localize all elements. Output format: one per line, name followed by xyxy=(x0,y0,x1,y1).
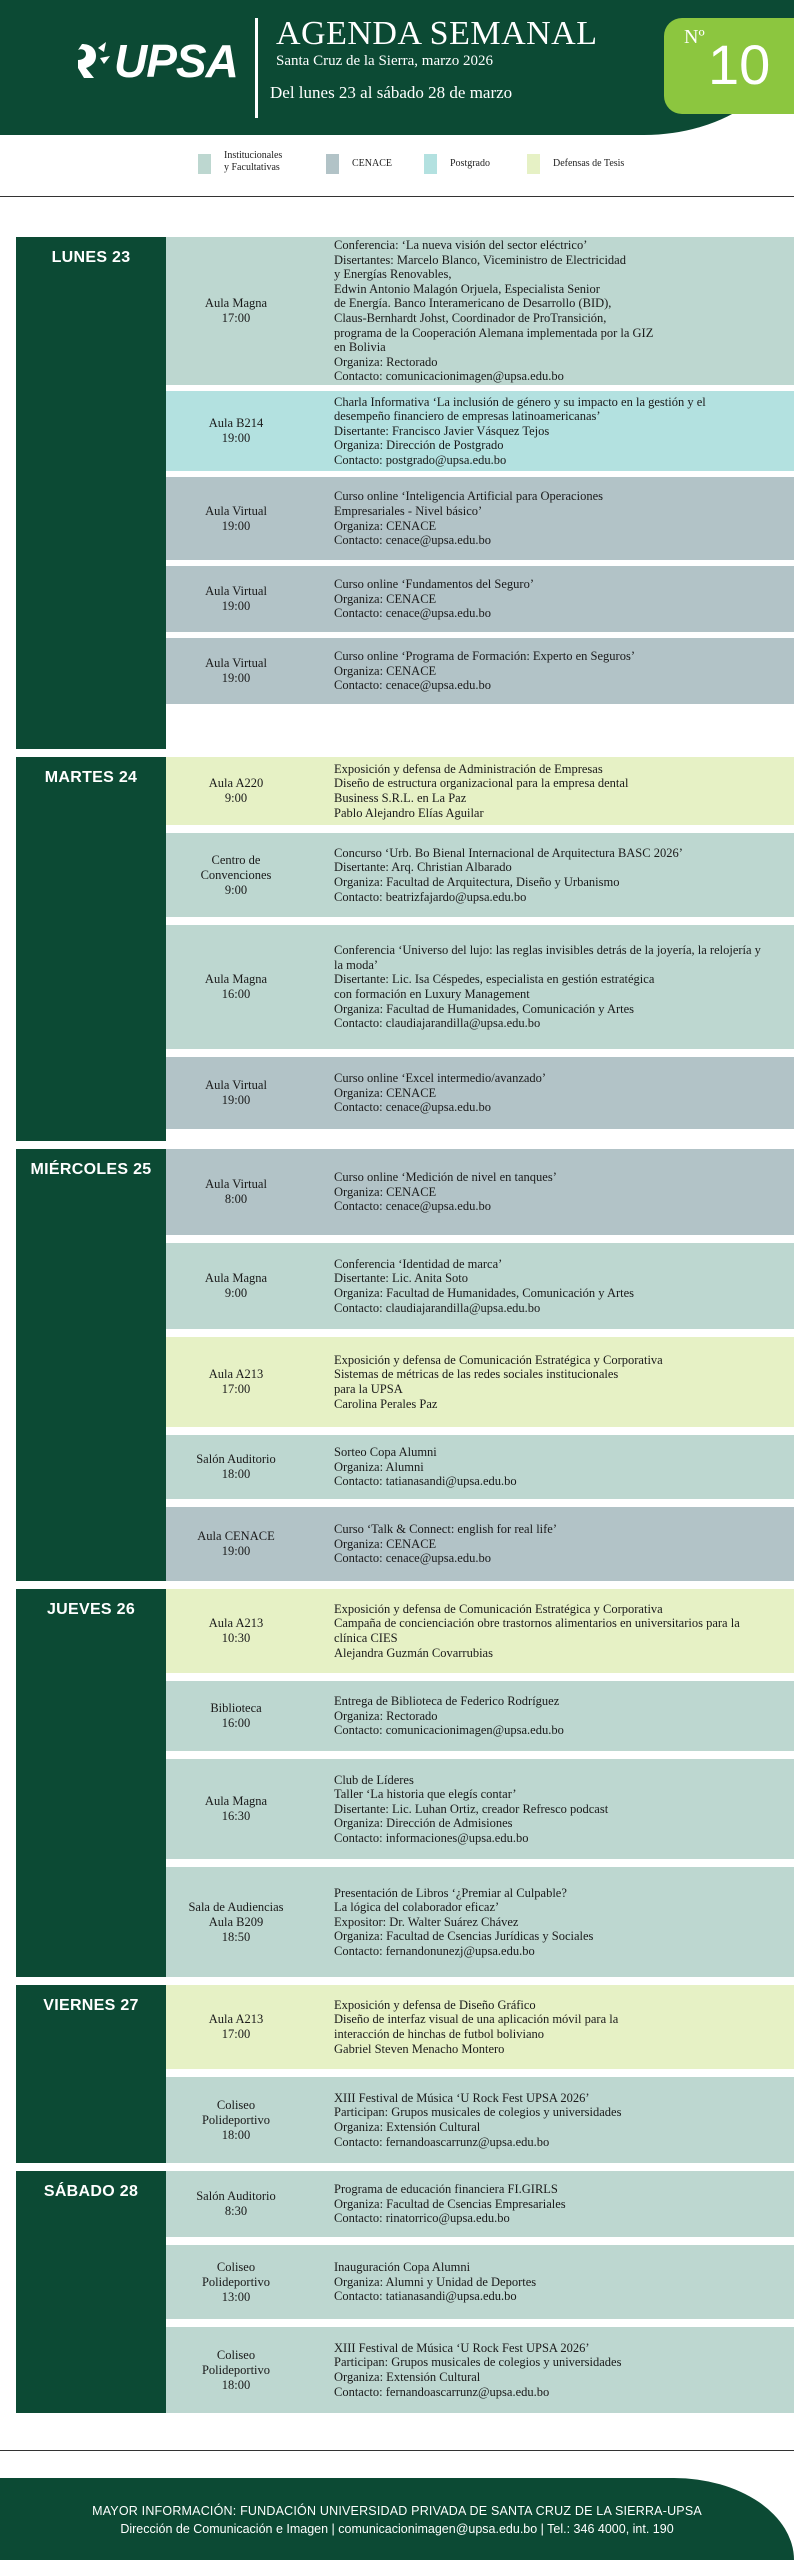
legend-swatch xyxy=(527,154,540,174)
event-line: Disertantes: Marcelo Blanco, Viceministro de Electricidad xyxy=(334,252,626,267)
day-column xyxy=(16,1149,166,1581)
event-location: Aula A213 xyxy=(208,1616,264,1630)
event-line: Diseño de estructura organizacional para la empresa dental xyxy=(334,776,629,791)
event-location-time xyxy=(166,566,306,632)
event-location-time xyxy=(166,2245,306,2319)
event-row xyxy=(166,391,794,471)
day-column xyxy=(16,1589,166,1977)
event-line: clínica CIES xyxy=(334,1631,398,1645)
event-line: Organiza: Dirección de Postgrado xyxy=(334,438,504,453)
event-location-time xyxy=(166,1337,306,1427)
legend-swatch xyxy=(424,154,437,174)
event-line: Organiza: Extensión Cultural xyxy=(334,2370,481,2384)
event-time: 16:00 xyxy=(221,1716,251,1730)
page-title: AGENDA SEMANAL xyxy=(276,15,598,52)
event-location-time xyxy=(166,925,306,1049)
event-description xyxy=(334,1867,794,1977)
event-line: Curso online ‘Medición de nivel en tanques’ xyxy=(334,1170,557,1185)
event-line: Exposición y defensa de Comunicación Estratégica y Corporativa xyxy=(334,1601,663,1616)
event-line: Contacto: claudiajarandilla@upsa.edu.bo xyxy=(334,1016,541,1031)
event-line: Club de Líderes xyxy=(334,1772,414,1787)
event-line: Contacto: fernandonunezj@upsa.edu.bo xyxy=(334,1943,535,1958)
event-line: interacción de hinchas de futbol boliviano xyxy=(334,2027,545,2041)
event-row xyxy=(166,1435,794,1499)
event-time: 8:30 xyxy=(224,2204,248,2218)
event-description xyxy=(334,1507,794,1581)
event-line: Organiza: Facultad de Csencias Empresariales xyxy=(334,2196,566,2211)
logo-text: UPSA xyxy=(114,35,238,87)
event-line: Edwin Antonio Malagón Orjuela, Especialista Senior xyxy=(334,281,600,296)
event-description xyxy=(334,391,794,471)
event-description xyxy=(334,237,794,385)
legend-label: y Facultativas xyxy=(224,162,280,173)
event-line: Business S.R.L. en La Paz xyxy=(334,791,467,805)
event-description xyxy=(334,1985,794,2069)
event-line: Empresariales - Nivel básico’ xyxy=(334,503,483,518)
event-row xyxy=(166,1985,794,2069)
day-column xyxy=(16,757,166,1141)
event-location-time xyxy=(166,1149,306,1235)
day-name: MARTES 24 xyxy=(44,769,138,786)
event-line: Gabriel Steven Menacho Montero xyxy=(334,2041,505,2056)
event-line: Contacto: cenace@upsa.edu.bo xyxy=(334,533,491,548)
event-location-time xyxy=(166,1759,306,1859)
event-line: Disertante: Francisco Javier Vásquez Tejos xyxy=(334,423,550,438)
event-line: Organiza: Extensión Cultural xyxy=(334,2120,481,2134)
event-line: en Bolivia xyxy=(334,340,386,355)
event-location: Polideportivo xyxy=(201,2112,271,2127)
footer-divider xyxy=(0,2450,794,2451)
event-location-time xyxy=(166,2077,306,2163)
footer-info: MAYOR INFORMACIÓN: FUNDACIÓN UNIVERSIDAD PRIVADA DE SANTA CRUZ DE LA SIERRA-UPSA xyxy=(92,2504,702,2518)
event-line: Organiza: Facultad de Humanidades, Comunicación y Artes xyxy=(334,1001,635,1016)
event-line: Organiza: CENACE xyxy=(334,518,437,533)
event-description xyxy=(334,1681,794,1751)
event-location-time xyxy=(166,1867,306,1977)
event-line: Participan: Grupos musicales de colegios y universidades xyxy=(334,2355,622,2370)
event-description xyxy=(334,477,794,560)
event-location-time xyxy=(166,638,306,704)
event-time: 19:00 xyxy=(221,599,251,613)
event-row xyxy=(166,1507,794,1581)
event-line: Contacto: fernandoascarrunz@upsa.edu.bo xyxy=(334,2384,550,2399)
event-location: Convenciones xyxy=(200,867,272,882)
event-time: 10:30 xyxy=(221,1631,251,1645)
legend xyxy=(0,146,794,182)
event-time: 19:00 xyxy=(221,1544,251,1558)
event-line: Organiza: Dirección de Admisiones xyxy=(334,1816,513,1831)
event-description xyxy=(334,757,794,825)
event-location-time xyxy=(166,2171,306,2237)
event-line: la moda’ xyxy=(334,957,379,972)
event-line: Alejandra Guzmán Covarrubias xyxy=(334,1645,493,1660)
event-line: Participan: Grupos musicales de colegios y universidades xyxy=(334,2105,622,2120)
event-line: Sistemas de métricas de las redes sociales institucionales xyxy=(334,1367,619,1382)
day-section xyxy=(16,2171,794,2413)
event-line: Organiza: Alumni y Unidad de Deportes xyxy=(334,2274,537,2289)
event-description xyxy=(334,2171,794,2237)
event-location: Aula B209 xyxy=(208,1914,264,1929)
event-location-time xyxy=(166,1589,306,1673)
event-row xyxy=(166,477,794,560)
event-line: Programa de educación financiera FI.GIRLS xyxy=(334,2182,558,2197)
event-row xyxy=(166,1759,794,1859)
day-section xyxy=(16,237,794,749)
issue-number: 10 xyxy=(708,33,771,96)
event-time: 17:00 xyxy=(221,1382,251,1396)
event-location: Centro de xyxy=(211,852,261,867)
event-line: Conferencia ‘Identidad de marca’ xyxy=(334,1256,503,1271)
event-line: Organiza: Facultad de Csencias Jurídicas y Sociales xyxy=(334,1929,594,1944)
day-column xyxy=(16,2171,166,2413)
event-location: Aula B214 xyxy=(208,416,264,430)
event-line: Disertante: Lic. Luhan Ortiz, creador Refresco podcast xyxy=(334,1801,609,1816)
event-line: Charla Informativa ‘La inclusión de género y su impacto en la gestión y el xyxy=(334,394,706,409)
event-line: Claus-Bernhardt Johst, Coordinador de ProTransición, xyxy=(334,311,607,325)
day-section xyxy=(16,1985,794,2163)
event-time: 9:00 xyxy=(224,791,248,805)
event-time: 18:00 xyxy=(221,2127,251,2142)
event-description xyxy=(334,925,794,1049)
event-location: Aula Magna xyxy=(204,1794,268,1808)
event-row xyxy=(166,2077,794,2163)
legend-label: Postgrado xyxy=(450,158,490,169)
event-location: Salón Auditorio xyxy=(196,1452,276,1466)
event-line: Curso online ‘Fundamentos del Seguro’ xyxy=(334,577,534,592)
location-date: Santa Cruz de la Sierra, marzo 2026 xyxy=(276,53,494,69)
event-row xyxy=(166,237,794,385)
event-location: Coliseo xyxy=(216,2347,256,2362)
legend-swatch xyxy=(326,154,339,174)
event-line: de Energía. Banco Interamericano de Desarrollo (BID), xyxy=(334,296,612,311)
event-location: Polideportivo xyxy=(201,2362,271,2377)
event-location-time xyxy=(166,237,306,385)
day-section xyxy=(16,1589,794,1977)
event-location: Aula A213 xyxy=(208,1367,264,1381)
upsa-logo xyxy=(72,34,242,88)
event-location-time xyxy=(166,1507,306,1581)
event-line: Disertante: Lic. Anita Soto xyxy=(334,1271,469,1286)
event-line: XIII Festival de Música ‘U Rock Fest UPSA 2026’ xyxy=(334,2340,590,2355)
event-description xyxy=(334,1243,794,1329)
event-line: Organiza: Rectorado xyxy=(334,354,438,369)
event-line: Exposición y defensa de Comunicación Estratégica y Corporativa xyxy=(334,1352,663,1367)
footer xyxy=(0,2478,794,2560)
event-location: Polideportivo xyxy=(201,2274,271,2289)
event-row xyxy=(166,2327,794,2413)
event-line: Campaña de concienciación obre trastornos alimentarios en universitarios para la xyxy=(334,1616,740,1631)
event-location: Aula Magna xyxy=(204,1271,268,1285)
event-time: 19:00 xyxy=(221,431,251,445)
header-divider xyxy=(255,18,258,118)
event-line: Contacto: postgrado@upsa.edu.bo xyxy=(334,452,507,467)
event-location: Aula A213 xyxy=(208,2012,264,2026)
event-location-time xyxy=(166,833,306,917)
event-description xyxy=(334,638,794,704)
event-line: Organiza: Alumni xyxy=(334,1459,424,1474)
event-location-time xyxy=(166,757,306,825)
event-location: Sala de Audiencias xyxy=(188,1899,284,1914)
event-time: 16:00 xyxy=(221,987,251,1001)
event-line: La lógica del colaborador eficaz’ xyxy=(334,1900,500,1915)
event-time: 19:00 xyxy=(221,1093,251,1107)
event-location: Aula Magna xyxy=(204,296,268,310)
event-line: Expositor: Dr. Walter Suárez Chávez xyxy=(334,1914,519,1929)
event-location: Biblioteca xyxy=(210,1701,262,1715)
event-location: Aula Virtual xyxy=(205,584,267,598)
event-line: XIII Festival de Música ‘U Rock Fest UPSA 2026’ xyxy=(334,2090,590,2105)
day-name: JUEVES 26 xyxy=(46,1601,136,1618)
event-line: Organiza: CENACE xyxy=(334,663,437,678)
event-line: Curso online ‘Excel intermedio/avanzado’ xyxy=(334,1071,547,1086)
event-time: 13:00 xyxy=(221,2289,251,2304)
event-time: 18:00 xyxy=(221,2377,251,2392)
event-line: Contacto: tatianasandi@upsa.edu.bo xyxy=(334,2289,517,2304)
day-name: SÁBADO 28 xyxy=(43,2183,139,2200)
event-line: Diseño de interfaz visual de una aplicación móvil para la xyxy=(334,2012,619,2027)
event-line: Contacto: rinatorrico@upsa.edu.bo xyxy=(334,2211,510,2226)
event-row xyxy=(166,1337,794,1427)
event-row xyxy=(166,1867,794,1977)
event-row xyxy=(166,1149,794,1235)
issue-number-label: Nº xyxy=(684,26,705,48)
event-line: Contacto: informaciones@upsa.edu.bo xyxy=(334,1830,529,1845)
event-location: Aula CENACE xyxy=(197,1529,275,1543)
event-description xyxy=(334,2077,794,2163)
footer-contact: Dirección de Comunicación e Imagen | comunicacionimagen@upsa.edu.bo | Tel.: 346 4000, int. 190 xyxy=(120,2522,674,2536)
event-line: Curso ‘Talk & Connect: english for real life’ xyxy=(334,1522,558,1537)
event-row xyxy=(166,638,794,704)
day-section xyxy=(16,1149,794,1581)
event-line: Contacto: cenace@upsa.edu.bo xyxy=(334,678,491,693)
event-location: Aula Virtual xyxy=(205,1177,267,1191)
event-line: Pablo Alejandro Elías Aguilar xyxy=(334,805,484,820)
event-time: 17:00 xyxy=(221,311,251,325)
day-name: VIERNES 27 xyxy=(43,1997,139,2014)
event-location: Coliseo xyxy=(216,2097,256,2112)
event-description xyxy=(334,1759,794,1859)
event-row xyxy=(166,1681,794,1751)
event-line: Taller ‘La historia que elegís contar’ xyxy=(334,1787,517,1802)
event-row xyxy=(166,757,794,825)
event-location-time xyxy=(166,1057,306,1129)
event-location: Salón Auditorio xyxy=(196,2189,276,2203)
legend-label: CENACE xyxy=(352,158,392,169)
event-line: Carolina Perales Paz xyxy=(334,1396,438,1411)
event-location-time xyxy=(166,1243,306,1329)
upsa-logo-mark-icon xyxy=(72,38,114,82)
event-location-time xyxy=(166,391,306,471)
event-description xyxy=(334,1337,794,1427)
event-line: Presentación de Libros ‘¿Premiar al Culpable? xyxy=(334,1885,567,1900)
event-row xyxy=(166,925,794,1049)
event-line: Exposición y defensa de Administración de Empresas xyxy=(334,761,603,776)
event-description xyxy=(334,566,794,632)
event-time: 19:00 xyxy=(221,671,251,685)
event-line: Curso online ‘Programa de Formación: Experto en Seguros’ xyxy=(334,649,635,664)
event-time: 9:00 xyxy=(224,882,248,897)
event-time: 16:30 xyxy=(221,1809,251,1823)
event-location: Aula Virtual xyxy=(205,656,267,670)
event-row xyxy=(166,1057,794,1129)
event-location-time xyxy=(166,1435,306,1499)
legend-label: Institucionales xyxy=(224,150,283,161)
event-line: Contacto: cenace@upsa.edu.bo xyxy=(334,1199,491,1214)
event-line: Organiza: CENACE xyxy=(334,1184,437,1199)
event-row xyxy=(166,2245,794,2319)
day-column xyxy=(16,1985,166,2163)
event-line: Contacto: comunicacionimagen@upsa.edu.bo xyxy=(334,1723,564,1738)
event-location-time xyxy=(166,477,306,560)
event-line: Contacto: comunicacionimagen@upsa.edu.bo xyxy=(334,369,564,384)
event-location: Aula Virtual xyxy=(205,503,267,518)
event-time: 18:00 xyxy=(221,1467,251,1481)
legend-swatch xyxy=(198,154,211,174)
event-line: Disertante: Lic. Isa Céspedes, especialista en gestión estratégica xyxy=(334,972,655,987)
event-line: Contacto: cenace@upsa.edu.bo xyxy=(334,1100,491,1115)
date-range: Del lunes 23 al sábado 28 de marzo xyxy=(270,83,513,102)
event-line: para la UPSA xyxy=(334,1382,403,1396)
event-line: Contacto: tatianasandi@upsa.edu.bo xyxy=(334,1474,517,1489)
event-location: Coliseo xyxy=(216,2259,256,2274)
day-name: LUNES 23 xyxy=(51,249,131,266)
issue-number-badge xyxy=(664,18,794,114)
event-row xyxy=(166,1589,794,1673)
event-description xyxy=(334,1149,794,1235)
event-line: Contacto: beatrizfajardo@upsa.edu.bo xyxy=(334,889,527,904)
event-line: programa de la Cooperación Alemana implementada por la GIZ xyxy=(334,325,654,340)
event-time: 9:00 xyxy=(224,1286,248,1300)
event-line: Conferencia ‘Universo del lujo: las reglas invisibles detrás de la joyería, la relojería y xyxy=(334,943,761,958)
event-location-time xyxy=(166,1681,306,1751)
event-row xyxy=(166,833,794,917)
divider xyxy=(0,196,794,197)
event-description xyxy=(334,1589,794,1673)
event-line: Sorteo Copa Alumni xyxy=(334,1445,437,1460)
event-line: Organiza: CENACE xyxy=(334,1536,437,1551)
event-line: Curso online ‘Inteligencia Artificial para Operaciones xyxy=(334,489,603,504)
event-description xyxy=(334,1057,794,1129)
event-location: Aula Virtual xyxy=(205,1078,267,1092)
day-section xyxy=(16,757,794,1141)
event-line: Organiza: CENACE xyxy=(334,591,437,606)
event-line: Disertante: Arq. Christian Albarado xyxy=(334,860,512,875)
event-line: Contacto: fernandoascarrunz@upsa.edu.bo xyxy=(334,2134,550,2149)
day-column xyxy=(16,237,166,749)
header xyxy=(0,0,794,140)
event-line: con formación en Luxury Management xyxy=(334,987,530,1001)
event-row xyxy=(166,566,794,632)
event-line: Organiza: Facultad de Arquitectura, Diseño y Urbanismo xyxy=(334,875,620,889)
event-line: Concurso ‘Urb. Bo Bienal Internacional de Arquitectura BASC 2026’ xyxy=(334,845,683,860)
event-time: 19:00 xyxy=(221,518,251,533)
event-description xyxy=(334,2327,794,2413)
legend-item xyxy=(527,146,677,182)
event-row xyxy=(166,1243,794,1329)
event-line: Contacto: claudiajarandilla@upsa.edu.bo xyxy=(334,1300,541,1315)
event-line: Organiza: Rectorado xyxy=(334,1708,438,1723)
event-line: Contacto: cenace@upsa.edu.bo xyxy=(334,1551,491,1566)
event-line: Exposición y defensa de Diseño Gráfico xyxy=(334,1997,536,2012)
event-description xyxy=(334,2245,794,2319)
event-line: desempeño financiero de empresas latinoamericanas’ xyxy=(334,409,601,424)
event-line: Contacto: cenace@upsa.edu.bo xyxy=(334,606,491,621)
event-description xyxy=(334,1435,794,1499)
event-line: Conferencia: ‘La nueva visión del sector eléctrico’ xyxy=(334,238,588,253)
event-time: 18:50 xyxy=(221,1929,251,1944)
event-line: Organiza: CENACE xyxy=(334,1085,437,1100)
day-name: MIÉRCOLES 25 xyxy=(30,1161,152,1178)
legend-label: Defensas de Tesis xyxy=(553,158,625,169)
event-line: y Energías Renovables, xyxy=(334,267,452,282)
event-description xyxy=(334,833,794,917)
event-time: 17:00 xyxy=(221,2027,251,2041)
event-line: Organiza: Facultad de Humanidades, Comunicación y Artes xyxy=(334,1286,635,1300)
event-location-time xyxy=(166,2327,306,2413)
event-line: Entrega de Biblioteca de Federico Rodríguez xyxy=(334,1694,560,1709)
event-location-time xyxy=(166,1985,306,2069)
event-location: Aula Magna xyxy=(204,972,268,986)
event-location: Aula A220 xyxy=(208,776,264,790)
event-time: 8:00 xyxy=(224,1192,248,1206)
event-line: Inauguración Copa Alumni xyxy=(334,2260,471,2275)
event-row xyxy=(166,2171,794,2237)
